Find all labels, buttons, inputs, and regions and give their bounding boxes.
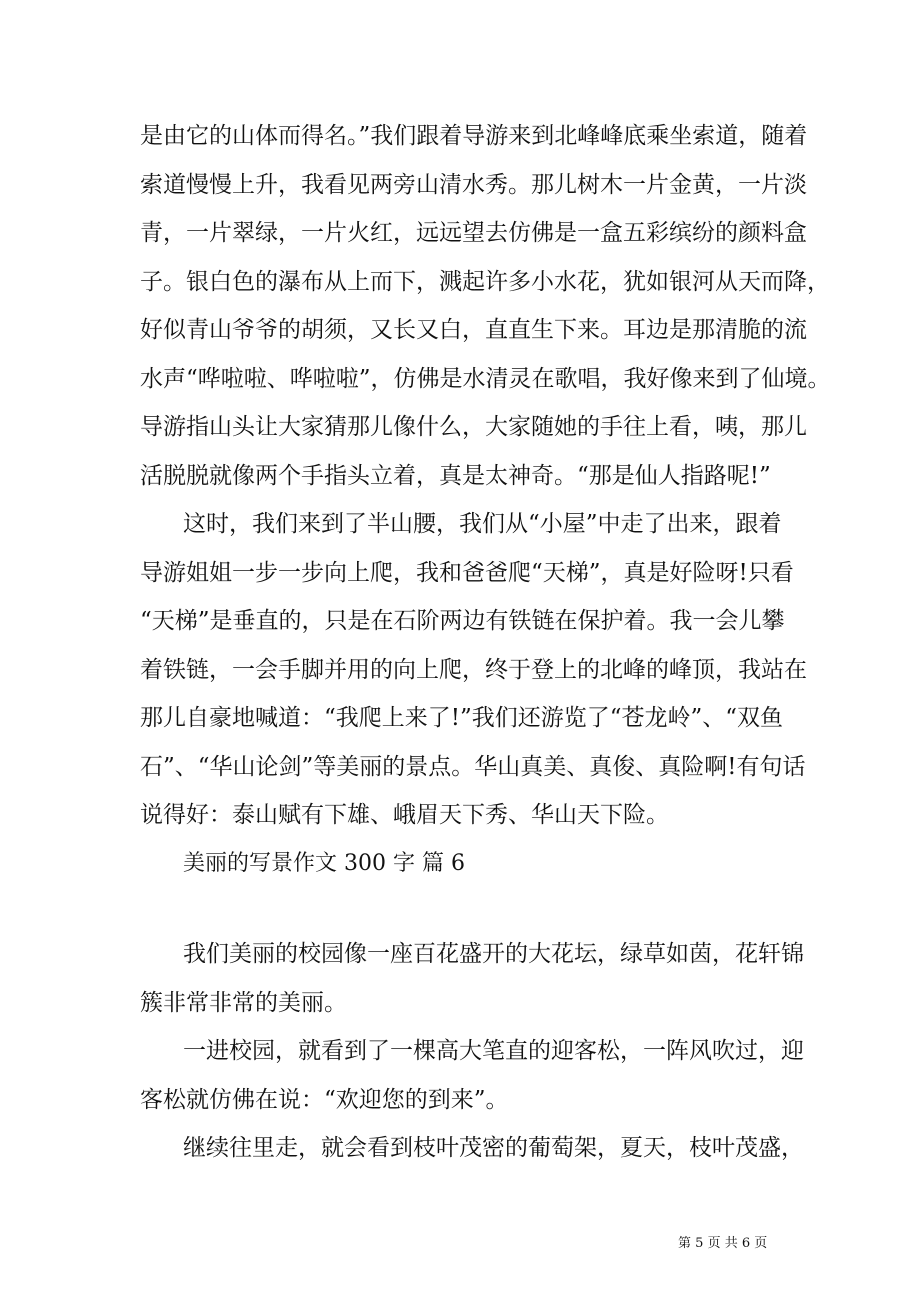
page-label-prefix: 第 <box>678 1236 692 1251</box>
body-text-line: 导游指山头让大家猜那儿像什么，大家随她的手往上看，咦，那儿 <box>140 414 807 440</box>
body-text-line: 那儿自豪地喊道：“我爬上来了!”我们还游览了“苍龙岭”、“双鱼 <box>140 705 784 731</box>
page-label-suffix: 页 <box>754 1236 768 1251</box>
body-text-line: 活脱脱就像两个手指头立着，真是太神奇。“那是仙人指路呢!” <box>140 463 771 489</box>
body-text-line: “天梯”是垂直的，只是在石阶两边有铁链在保护着。我一会儿攀 <box>140 608 785 634</box>
page-footer <box>678 1236 767 1252</box>
body-text-line: 我们美丽的校园像一座百花盛开的大花坛，绿草如茵，花轩锦 <box>183 941 804 967</box>
body-text-line: 客松就仿佛在说：“欢迎您的到来”。 <box>140 1087 509 1113</box>
body-text-line: 是由它的山体而得名。”我们跟着导游来到北峰峰底乘坐索道，随着 <box>140 123 808 149</box>
section-heading: 美丽的写景作文 300 字 篇 6 <box>183 851 465 876</box>
body-text-line: 簇非常非常的美丽。 <box>140 990 347 1016</box>
body-text-line: 好似青山爷爷的胡须，又长又白，直直生下来。耳边是那清脆的流 <box>140 317 807 343</box>
body-text-line: 水声“哗啦啦、哗啦啦”，仿佛是水清灵在歌唱，我好像来到了仙境。 <box>140 366 831 392</box>
body-text-line: 这时，我们来到了半山腰，我们从“小屋”中走了出来，跟着 <box>183 511 782 537</box>
current-page-number: 5 <box>695 1236 704 1251</box>
body-text-line: 说得好：泰山赋有下雄、峨眉天下秀、华山天下险。 <box>140 802 669 828</box>
body-text-line: 索道慢慢上升，我看见两旁山清水秀。那儿树木一片金黄，一片淡 <box>140 172 807 198</box>
body-text-line: 青，一片翠绿，一片火红，远远望去仿佛是一盒五彩缤纷的颜料盒 <box>140 220 807 246</box>
body-text-line: 子。银白色的瀑布从上而下，溅起许多小水花，犹如银河从天而降， <box>140 269 830 295</box>
body-text-line: 一进校园，就看到了一棵高大笔直的迎客松，一阵风吹过，迎 <box>183 1038 804 1064</box>
body-text-line: 着铁链，一会手脚并用的向上爬，终于登上的北峰的峰顶，我站在 <box>140 657 807 683</box>
total-pages-number: 6 <box>741 1236 751 1251</box>
body-text-line: 继续往里走，就会看到枝叶茂密的葡萄架，夏天，枝叶茂盛， <box>183 1135 804 1161</box>
body-text-line: 石”、“华山论剑”等美丽的景点。华山真美、真俊、真险啊!有句话 <box>140 754 806 780</box>
page-label-mid: 页 共 <box>707 1236 738 1251</box>
body-text-line: 导游姐姐一步一步向上爬，我和爸爸爬“天梯”，真是好险呀!只看 <box>140 560 794 586</box>
